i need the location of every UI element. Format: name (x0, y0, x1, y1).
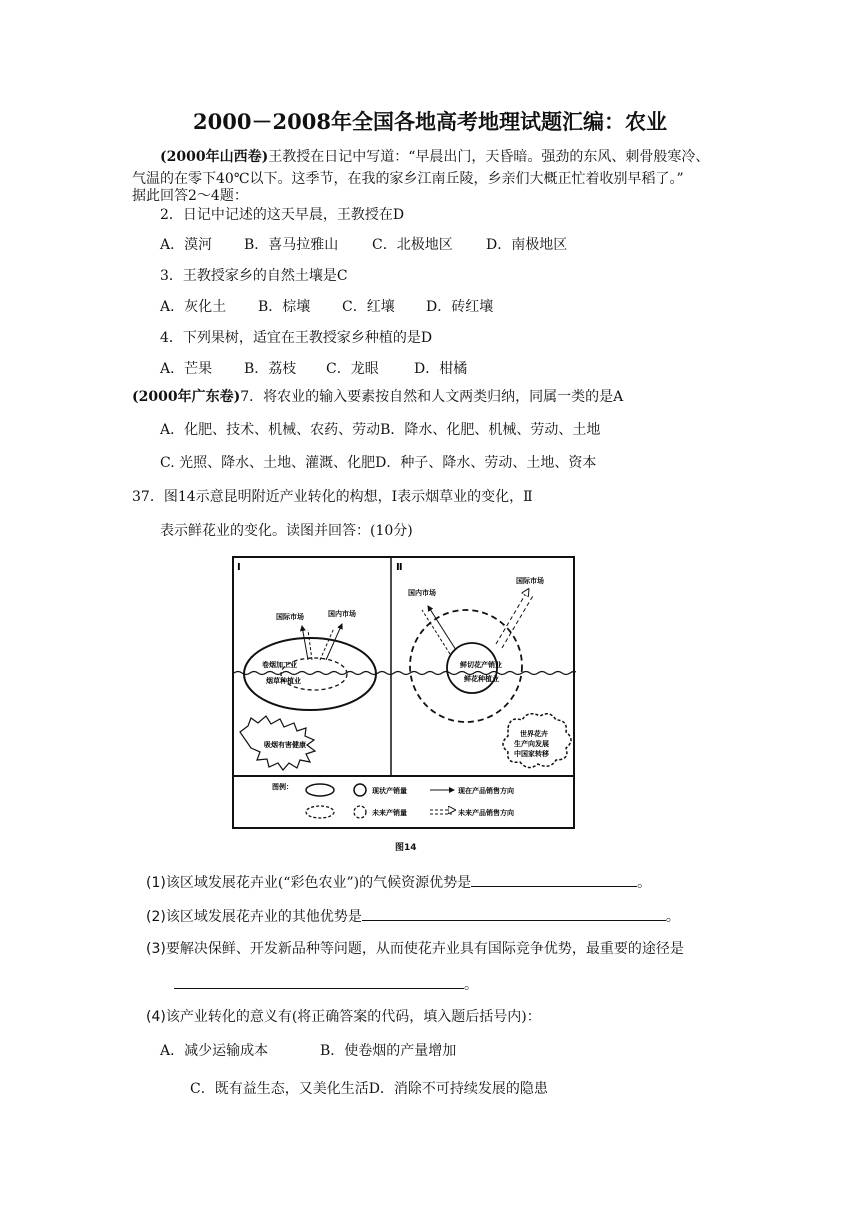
arrow (308, 630, 312, 660)
option: D．柑橘 (414, 361, 468, 377)
question-37: 37．图14示意昆明附近产业转化的构想，I表示烟草业的变化，Ⅱ (132, 489, 533, 505)
sub-question-3 (146, 940, 684, 958)
source-tag: (2000年广东卷) (132, 389, 241, 405)
label-cigarette: 卷烟加工业 (262, 661, 297, 669)
option: C．龙眼 (326, 361, 379, 377)
page-title: 2000－2008年全国各地高考地理试题汇编：农业 (193, 109, 667, 134)
option: A．灰化土 (160, 299, 227, 315)
question-2: 2．日记中记述的这天早晨，王教授在D (160, 207, 405, 223)
answer-blank[interactable] (174, 974, 464, 989)
label-world-3: 中国家转移 (514, 750, 549, 758)
intro-line: 据此回答2～4题： (132, 188, 248, 204)
figure-caption: 图14 (395, 843, 417, 853)
options-line: C. 光照、降水、土地、灌溉、化肥D．种子、降水、劳动、土地、资本 (160, 455, 597, 471)
options-cd: C．既有益生态，又美化生活D．消除不可持续发展的隐患 (190, 1081, 548, 1097)
sub-text: 该区域发展花卉业(“彩色农业”)的气候资源优势是 (165, 875, 472, 891)
legend-future-circle (354, 806, 366, 818)
legend-current-ellipse (306, 784, 334, 796)
label-smoking: 吸烟有害健康 (264, 741, 306, 749)
legend-current-circle (354, 784, 366, 796)
option: D．南极地区 (486, 237, 568, 253)
legend-current: 现状产销量 (372, 787, 407, 795)
answer-blank[interactable] (362, 906, 666, 921)
option-a: A．减少运输成本 (160, 1043, 269, 1059)
sub-text: 要解决保鲜、开发新品种等问题，从而使花卉业具有国际竞争优势，最重要的途径是 (165, 941, 684, 957)
sub-number: (2) (146, 909, 166, 925)
ground-line (234, 672, 576, 675)
label-intl-market-2: 国际市场 (516, 577, 544, 585)
sub-question-4 (146, 1008, 541, 1026)
question-stem: 7．将农业的输入要素按自然和人文两类归纳，同属一类的是A (240, 389, 624, 405)
option-b: B．使卷烟的产量增加 (320, 1043, 457, 1059)
figure-14 (232, 556, 576, 830)
option: B．棕壤 (258, 299, 311, 315)
label-world-1: 世界花卉 (520, 730, 548, 738)
label-tobacco: 烟草种植业 (266, 677, 301, 685)
sub-number: (1) (146, 875, 166, 891)
sub-text: 该产业转化的意义有(将正确答案的代码，填入题后括号内)： (165, 1009, 541, 1025)
sub-end: 。 (637, 875, 652, 891)
sub-end: 。 (665, 909, 680, 925)
label-dom-market-2: 国内市场 (408, 589, 436, 597)
label-intl-market: 国际市场 (276, 613, 304, 621)
arrow (502, 594, 534, 648)
intro-line: 气温的在零下40℃以下。这季节，在我的家乡江南丘陵，乡亲们大概正忙着收别早稻了。” (132, 171, 684, 187)
option: A．芒果 (160, 361, 213, 377)
arrow (422, 610, 450, 654)
legend-title: 图例： (272, 783, 293, 791)
label-dom-market: 国内市场 (328, 610, 356, 618)
sub-end: 。 (464, 977, 478, 993)
question-7 (132, 388, 623, 406)
option: B．荔枝 (244, 361, 297, 377)
answer-blank[interactable] (471, 872, 637, 887)
question-3: 3．王教授家乡的自然土壤是C (160, 268, 348, 284)
legend-future-ellipse (306, 806, 334, 818)
panel-label-1: Ⅰ (237, 562, 241, 573)
arrow (496, 590, 528, 644)
legend-future: 未来产销量 (372, 809, 407, 817)
legend-current-dir: 现在产品销售方向 (458, 787, 514, 795)
arrow (428, 606, 456, 650)
question-intro (160, 148, 709, 166)
option: C．红壤 (342, 299, 395, 315)
sub-question-2 (146, 906, 680, 926)
arrow (320, 628, 334, 660)
option: C．北极地区 (372, 237, 453, 253)
intro-line: 王教授在日记中写道：“早晨出门，天昏暗。强劲的东风、刺骨般寒冷、 (268, 149, 710, 165)
option: A．漠河 (160, 237, 213, 253)
legend-future-dir: 未来产品销售方向 (458, 809, 514, 817)
panel-label-2: Ⅱ (396, 562, 403, 573)
sub-text: 该区域发展花卉业的其他优势是 (165, 909, 362, 925)
sub-question-1 (146, 872, 651, 892)
sub-number: (4) (146, 1009, 166, 1025)
label-world-2: 生产向发展 (514, 740, 549, 748)
sub-number: (3) (146, 941, 166, 957)
option: B．喜马拉雅山 (244, 237, 339, 253)
label-cut-flower: 鲜切花产销业 (460, 661, 502, 669)
arrow (302, 626, 308, 660)
label-flower-plant: 鲜花种植业 (464, 675, 499, 683)
options-line: A．化肥、技术、机械、农药、劳动B．降水、化肥、机械、劳动、土地 (160, 422, 601, 438)
question-37-line2: 表示鲜花业的变化。读图并回答：(10分) (160, 523, 413, 539)
question-4: 4．下列果树，适宜在王教授家乡种植的是D (160, 330, 433, 346)
source-tag: (2000年山西卷) (160, 149, 269, 165)
option: D．砖红壤 (426, 299, 494, 315)
sub-question-3-blank (174, 974, 478, 994)
